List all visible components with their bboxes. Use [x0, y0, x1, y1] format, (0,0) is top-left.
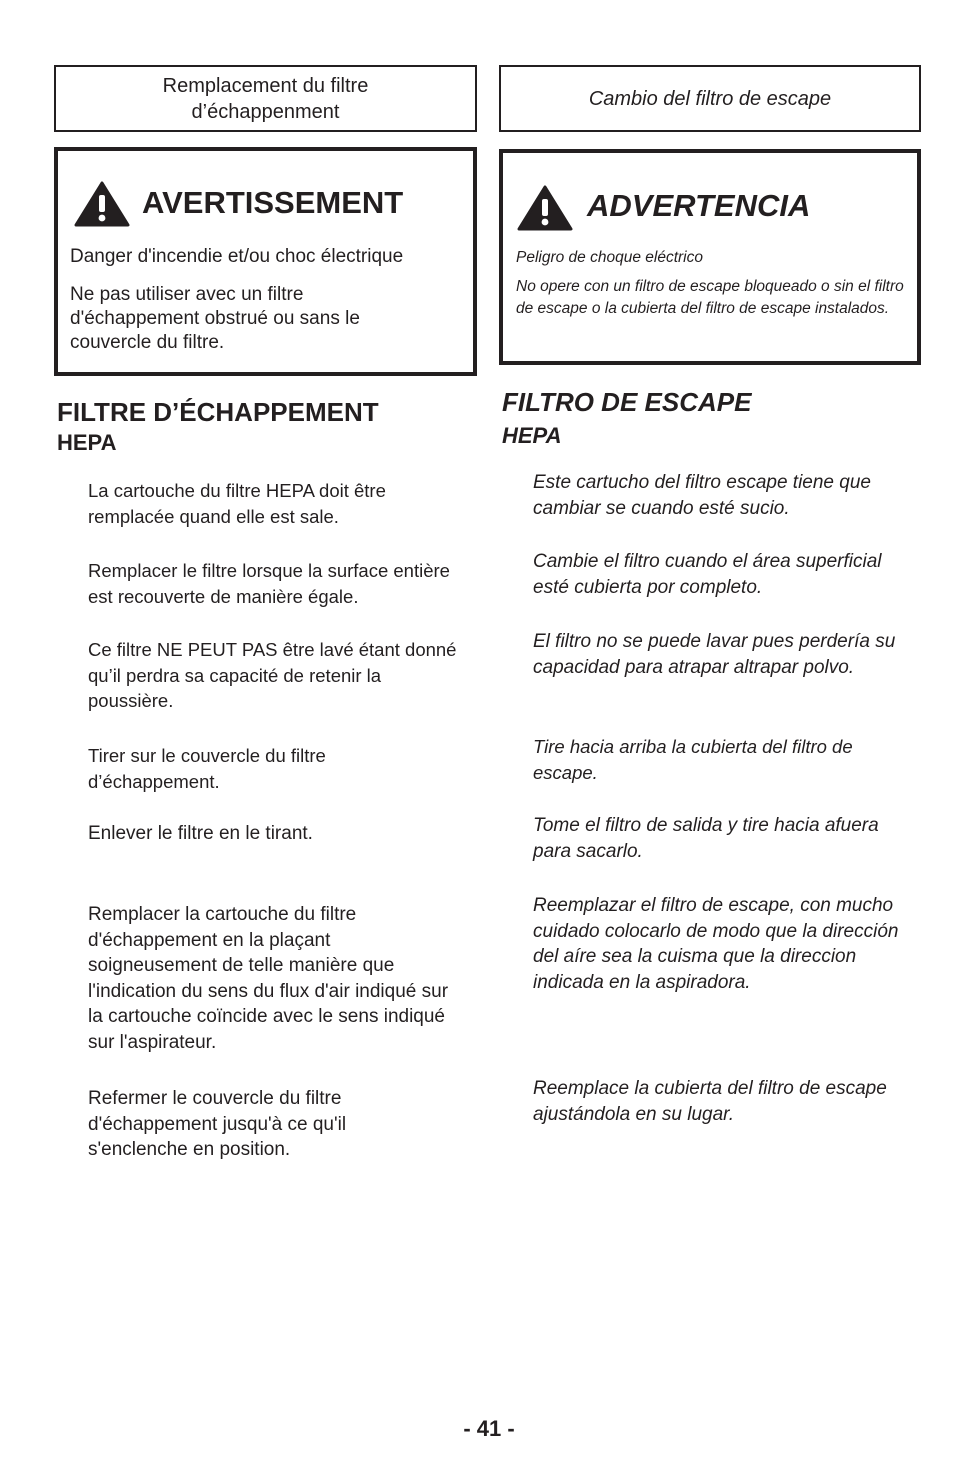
fr-step-4: Tirer sur le couvercle du filtre d’échappement. [88, 745, 326, 792]
es-step-4: Tire hacia arriba la cubierta del filtro de escape. [533, 736, 853, 783]
es-step-7: Reemplace la cubierta del filtro de escape ajustándola en su lugar. [533, 1078, 887, 1125]
fr-section-subtitle: HEPA [57, 430, 117, 455]
fr-step-5: Enlever le filtre en le tirant. [88, 823, 313, 844]
fr-step-7: Refermer le couvercle du filtre d'échappement jusqu'à ce qu'il s'enclenche en position. [88, 1088, 347, 1160]
fr-warning-line1: Danger d'incendie et/ou choc électrique [70, 246, 404, 267]
fr-warning-title: AVERTISSEMENT [142, 185, 404, 220]
fr-step-2: Remplacer le filtre lorsque la surface entière est recouverte de manière égale. [88, 560, 450, 607]
es-step-3: El filtro no se puede lavar pues perdería su capacidad para atrapar altrapar polvo. [533, 631, 896, 678]
es-header-title: Cambio del filtro de escape [588, 87, 832, 110]
es-warning-line2: No opere con un filtro de escape bloqueado o sin el filtro de escape o la cubierta del filtro de escape instalados. [516, 278, 904, 317]
es-step-6: Reemplazar el filtro de escape, con mucho cuidado colocarlo de modo que la dirección del aíre sea la cuisma que la direccion indicada en la aspiradora. [533, 895, 899, 993]
es-section-title: FILTRO DE ESCAPE [502, 387, 752, 417]
fr-step-1: La cartouche du filtre HEPA doit être remplacée quand elle est sale. [88, 480, 386, 527]
es-warning-title: ADVERTENCIA [587, 188, 811, 223]
es-step-5: Tome el filtro de salida y tire hacia afuera para sacarlo. [533, 815, 879, 862]
fr-warning-line2: Ne pas utiliser avec un filtre d'échappement obstrué ou sans le couvercle du filtre. [70, 284, 360, 353]
fr-step-6: Remplacer la cartouche du filtre d'échappement en la plaçant soigneusement de telle manière que l'indication du sens du flux d'air indiqué sur la cartouche coïncide avec le sens indiqué sur l'aspirateur. [88, 904, 449, 1053]
fr-step-3: Ce filtre NE PEUT PAS être lavé étant donné qu’il perdra sa capacité de retenir la poussière. [88, 639, 457, 711]
page-number: - 41 - [463, 1416, 515, 1441]
fr-section-title: FILTRE D’ÉCHAPPEMENT [57, 397, 379, 427]
es-warning-box [499, 149, 921, 365]
es-header-box [499, 65, 921, 132]
fr-header-title: Remplacement du filtre d’échappenment [162, 74, 369, 123]
warning-triangle-icon [74, 181, 130, 227]
es-step-2: Cambie el filtro cuando el área superficial esté cubierta por completo. [533, 551, 882, 598]
fr-header-box [54, 65, 477, 132]
es-step-1: Este cartucho del filtro escape tiene que cambiar se cuando esté sucio. [533, 472, 871, 519]
warning-triangle-icon [517, 185, 573, 231]
fr-warning-box [54, 147, 477, 376]
es-warning-line1: Peligro de choque eléctrico [516, 249, 703, 266]
es-section-subtitle: HEPA [502, 423, 562, 448]
